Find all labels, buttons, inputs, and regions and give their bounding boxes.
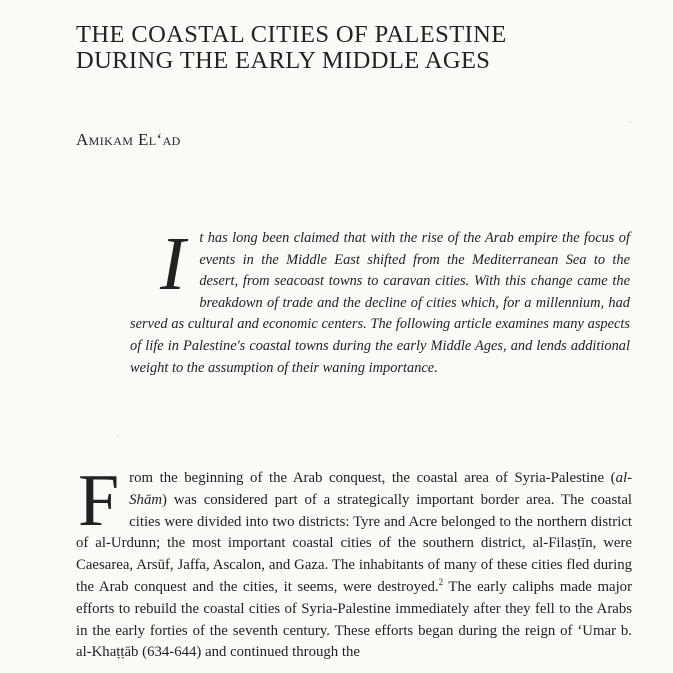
abstract-drop-cap: I — [160, 222, 186, 306]
body-text-segment-3: The early caliphs made major efforts to rebuild the coastal cities of Syria-Palestine immediately after they fell to the Arabs in the early forties of the seventh century. These efforts began during the reign of ‘Umar b. al-Khaṭṭāb (634-644) and continued through the — [76, 578, 633, 661]
author-name: Amikam El‘ad — [76, 130, 181, 149]
abstract-text: t has long been claimed that with the rise of the Arab empire the focus of events in the Middle East shifted from the Mediterranean Sea to the desert, from seacoast towns to caravan cities. With this change came the breakdown of trade and the decline of cities which, for a millennium, had served as cultural and economic centers. The following article examines many aspects of life in Palestine's coastal towns during the early Middle Ages, and lends additional weight to the assumption of their waning importance. — [130, 230, 630, 376]
title-line-1: THE COASTAL CITIES OF PALESTINE — [76, 21, 507, 48]
body-text-segment-1: rom the beginning of the Arab conquest, the coastal area of Syria-Palestine ( — [129, 470, 616, 486]
article-title — [76, 22, 507, 74]
title-line-2: DURING THE EARLY MIDDLE AGES — [76, 47, 491, 74]
paper-speck-mark: · — [628, 118, 632, 129]
body-text-segment-2: ) was considered part of a strategically important border area. The coastal cities were divided into two districts: Tyre and Acre belonged to the northern district of al-Urdunn; the most important coastal cities of the southern district, al-Filasṭīn, were Caesarea, Arsūf, Jaffa, Ascalon, and Gaza. The inhabitants of many of these cities fled during the Arab conquest and the cities, it seems, were destroyed. — [76, 491, 632, 595]
body-paragraph — [76, 460, 633, 664]
paper-speck-mark: · — [116, 432, 120, 443]
body-drop-cap: F — [78, 460, 120, 542]
body-term-al-sham: al-Shām — [129, 470, 632, 508]
abstract — [130, 222, 630, 379]
footnote-marker: 2 — [438, 577, 444, 588]
